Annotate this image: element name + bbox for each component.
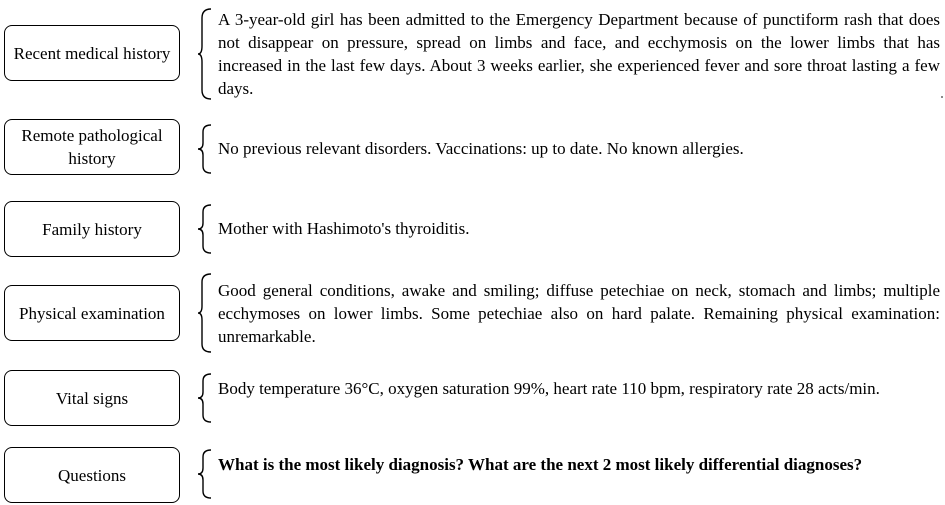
family-history-text: Mother with Hashimoto's thyroiditis.	[218, 219, 470, 238]
vital-signs-text: Body temperature 36°C, oxygen saturation 99%, heart rate 110 bpm, respiratory rate 28 acts/min.	[218, 379, 880, 398]
label-text: Recent medical history	[13, 43, 171, 63]
brace-icon	[197, 273, 213, 353]
label-text: Questions	[58, 465, 126, 485]
brace-icon	[197, 124, 213, 174]
brace-icon	[197, 8, 213, 100]
physical-examination-text: Good general conditions, awake and smiling; diffuse petechiae on neck, stomach and limbs; multiple ecchymoses on lower limbs. Some petechiae also on hard palate. Remaining physical examination: unremarkable.	[218, 281, 940, 346]
brace-icon	[197, 449, 213, 499]
brace-icon	[197, 373, 213, 423]
brace-icon	[197, 204, 213, 254]
label-vital-signs	[4, 370, 180, 426]
recent-medical-history-text: A 3-year-old girl has been admitted to the Emergency Department because of punctiform rash that does not disappear on pressure, spread on limbs and face, and ecchymosis on the lower limbs that has increased in the last few days. About 3 weeks earlier, she experienced fever and sore throat lasting a few days.	[218, 10, 940, 98]
label-remote-pathological-history	[4, 119, 180, 175]
label-text: Physical examination	[19, 303, 165, 323]
label-recent-medical-history	[4, 25, 180, 81]
label-text: Family history	[42, 219, 142, 239]
label-family-history	[4, 201, 180, 257]
label-physical-examination	[4, 285, 180, 341]
edge-mark	[941, 96, 943, 98]
remote-pathological-history-text: No previous relevant disorders. Vaccinations: up to date. No known allergies.	[218, 139, 744, 158]
questions-text: What is the most likely diagnosis? What are the next 2 most likely differential diagnoses?	[218, 455, 863, 474]
label-questions	[4, 447, 180, 503]
label-text: Remote pathological history	[21, 126, 163, 168]
label-text: Vital signs	[55, 388, 129, 408]
